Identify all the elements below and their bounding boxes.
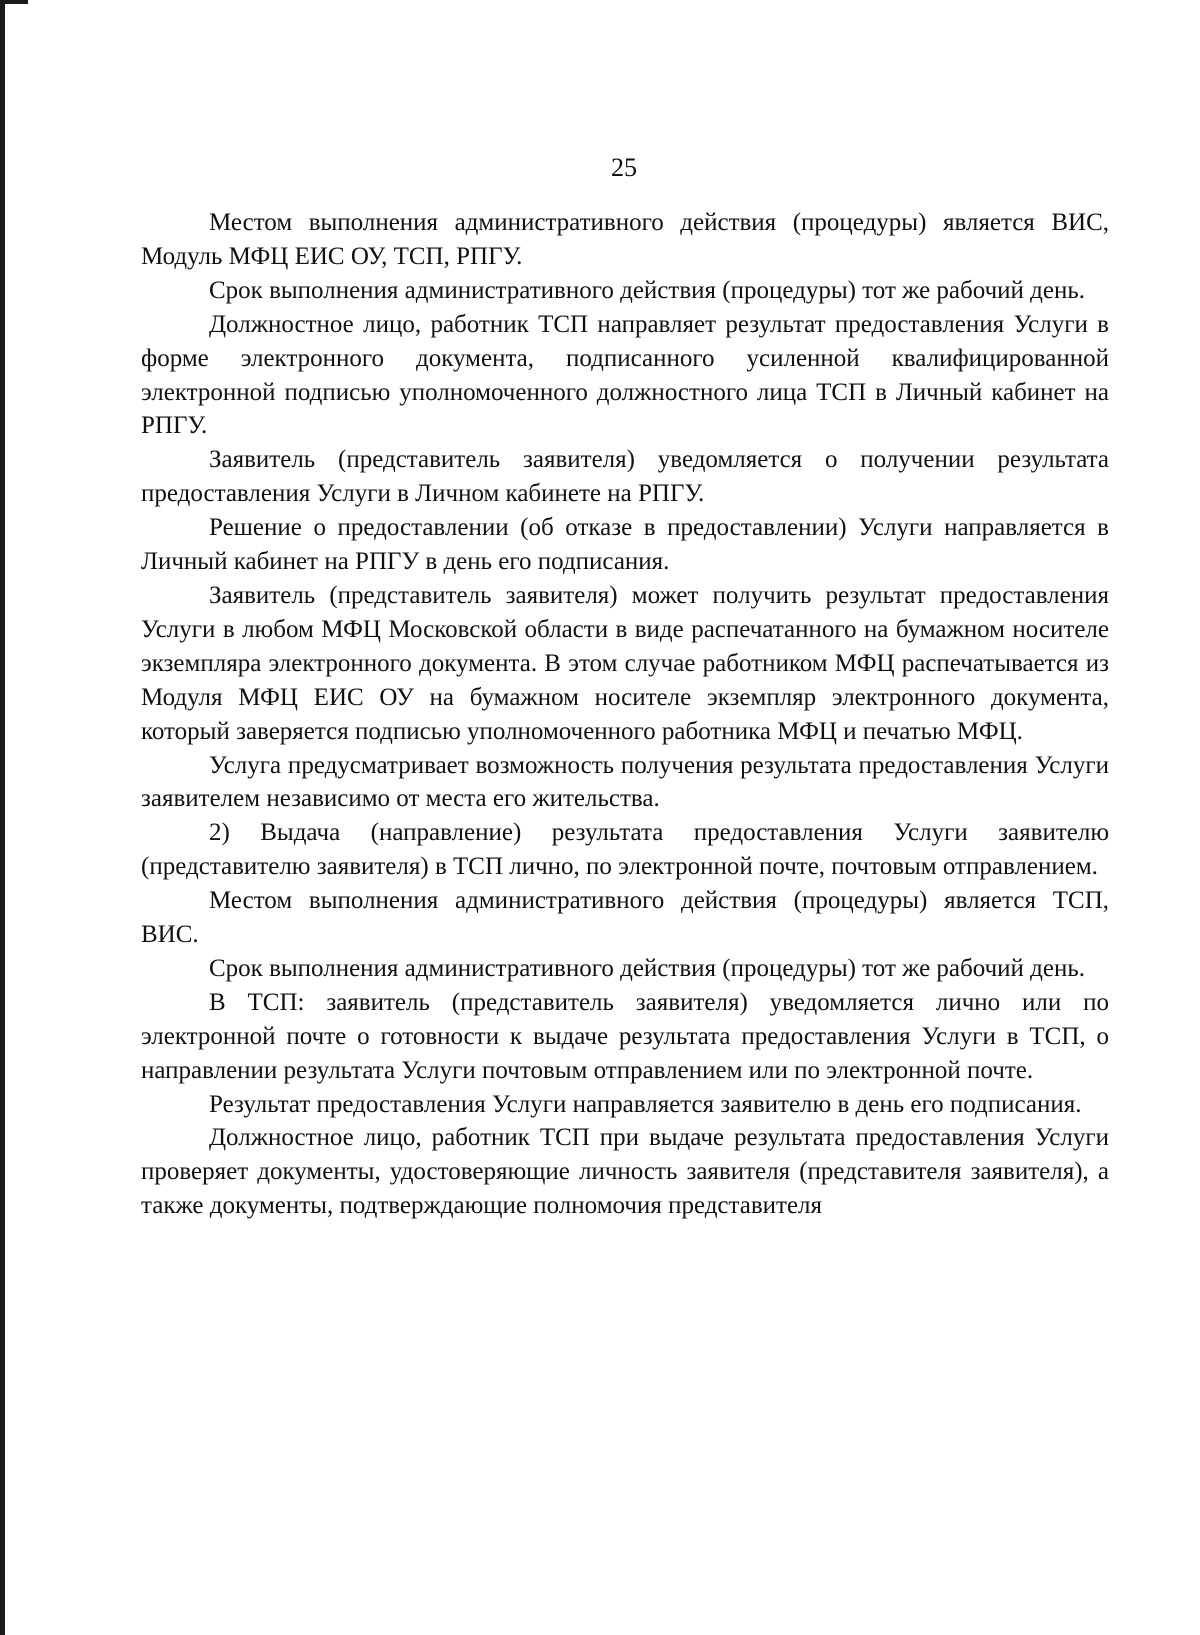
paragraph-result-sending: Должностное лицо, работник ТСП направляет результат предоставления Услуги в форме электронного документа, подписанного усиленной квалифицированной электронной подписью уполномоченного должностного лица ТСП в Личный кабинет на РПГУ. [141,310,1109,440]
paragraph-tsp-notification: В ТСП: заявитель (представитель заявителя) уведомляется лично или по электронной почте о готовности к выдаче результата предоставления Услуги в ТСП, о направлении результата Услуги почтовым отправлением или по электронной почте. [141,988,1109,1084]
paragraph-action-deadline-tsp: Срок выполнения административного действия (процедуры) тот же рабочий день. [209,954,1086,982]
paragraph-item-2-issuance: 2) Выдача (направление) результата предоставления Услуги заявителю (представителю заявителя) в ТСП лично, по электронной почте, почтовым отправлением. [141,819,1109,881]
paragraph-identity-check: Должностное лицо, работник ТСП при выдаче результата предоставления Услуги проверяет документы, удостоверяющие личность заявителя (представителя заявителя), а также документы, подтверждающие полномочия представителя [141,1124,1109,1220]
paragraph-place-of-action-tsp: Местом выполнения административного действия (процедуры) является ТСП, ВИС. [141,887,1109,949]
paragraph-decision-sent: Решение о предоставлении (об отказе в предоставлении) Услуги направляется в Личный кабинет на РПГУ в день его подписания. [141,514,1109,576]
paragraph-action-deadline: Срок выполнения административного действия (процедуры) тот же рабочий день. [209,276,1086,304]
paragraph-mfc-printout: Заявитель (представитель заявителя) может получить результат предоставления Услуги в любом МФЦ Московской области в виде распечатанного на бумажном носителе экземпляра электронного документа. В этом случае работником МФЦ распечатывается из Модуля МФЦ ЕИС ОУ на бумажном носителе экземпляр электронного документа, который заверяется подписью уполномоченного работника МФЦ и печатью МФЦ. [141,581,1109,745]
scan-edge-left [0,0,5,1635]
page-number: 25 [611,153,637,182]
paragraph-result-sent-day: Результат предоставления Услуги направляется заявителю в день его подписания. [209,1090,1082,1118]
paragraph-extraterritorial: Услуга предусматривает возможность получения результата предоставления Услуги заявителем независимо от места его жительства. [141,751,1109,813]
scan-edge-top [0,0,28,4]
paragraph-applicant-notified: Заявитель (представитель заявителя) уведомляется о получении результата предоставления Услуги в Личном кабинете на РПГУ. [141,446,1109,508]
document-body [141,206,1109,1223]
paragraph-place-of-action: Местом выполнения административного действия (процедуры) является ВИС, Модуль МФЦ ЕИС ОУ, ТСП, РПГУ. [141,209,1109,270]
